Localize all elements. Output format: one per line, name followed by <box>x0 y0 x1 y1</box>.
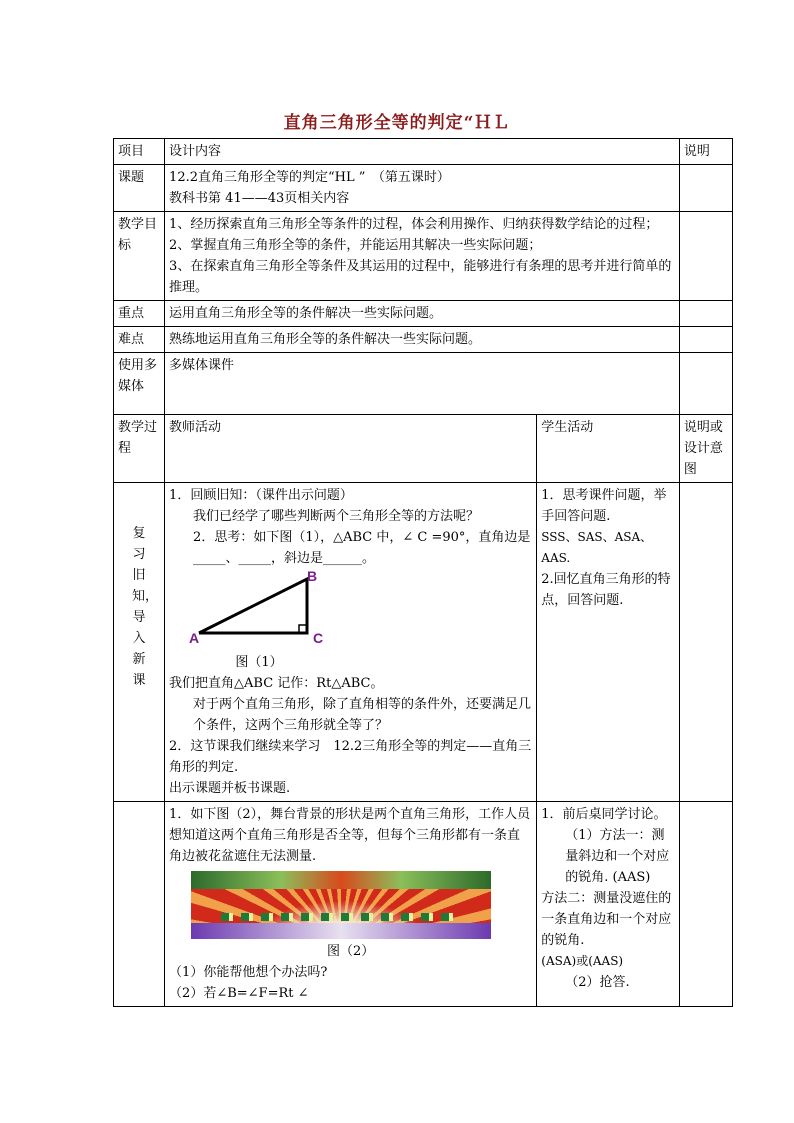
vertex-b-label: B <box>307 571 318 584</box>
new-student-p4: (ASA)或(AAS) <box>541 954 624 968</box>
teacher-activity-header: 教师活动 <box>165 415 537 483</box>
review-teacher-p2: 我们已经学了哪些判断两个三角形全等的方法呢？ <box>193 509 480 524</box>
header-content: 设计内容 <box>165 139 680 165</box>
topic-row <box>114 165 733 212</box>
new-teacher-p3: （2）若∠B=∠F=Rt ∠ <box>169 986 309 1001</box>
process-label: 教学过程 <box>114 415 165 483</box>
new-student-p3: 方法二：测量没遮住的一条直角边和一个对应的锐角. <box>541 891 672 948</box>
review-teacher-p5: 对于两个直角三角形，除了直角相等的条件外，还要满足几个条件，这两个三角形就全等了？ <box>193 697 532 733</box>
review-student-p3: 2.回忆直角三角形的特点，回答问题. <box>541 572 671 608</box>
new-student-p2: （1）方法一：测量斜边和一个对应的锐角. (AAS) <box>565 828 670 885</box>
review-teacher-p7: 出示课题并板书课题. <box>169 781 291 796</box>
student-activity-header: 学生活动 <box>537 415 680 483</box>
flower-pots <box>221 913 461 921</box>
lesson-plan-table <box>113 138 733 1007</box>
review-student-p1: 1．思考课件问题，举手回答问题. <box>541 488 667 524</box>
goals-label: 教学目标 <box>114 212 165 301</box>
new-student <box>537 802 680 1007</box>
vertex-c-label: C <box>313 630 324 645</box>
difficult-content: 熟练地运用直角三角形全等的条件解决一些实际问题。 <box>165 327 680 353</box>
goals-row <box>114 212 733 301</box>
header-item: 项目 <box>114 139 165 165</box>
difficult-label: 难点 <box>114 327 165 353</box>
review-teacher-p1: 1．回顾旧知：（课件出示问题） <box>169 488 353 503</box>
new-teacher-p2: （1）你能帮他想个办法吗? <box>169 965 328 980</box>
header-row <box>114 139 733 165</box>
review-label <box>114 483 165 802</box>
media-content: 多媒体课件 <box>165 353 680 415</box>
review-student-p2: SSS、SAS、ASA、AAS. <box>541 530 653 565</box>
review-teacher-p3: 2．思考：如下图（1），△ABC 中，∠ C =90°，直角边是_____、_____，斜边是______。 <box>193 530 531 566</box>
topic-label: 课题 <box>114 165 165 212</box>
review-teacher <box>165 483 537 802</box>
header-note: 说明 <box>679 139 732 165</box>
goal-item: 1、经历探索直角三角形全等条件的过程，体会利用操作、归纳获得数学结论的过程； <box>169 217 659 232</box>
key-label: 重点 <box>114 301 165 327</box>
triangle-figure <box>189 571 329 645</box>
new-student-p1: 1．前后桌同学讨论。 <box>541 807 667 822</box>
goal-item: 2、掌握直角三角形全等的条件，并能运用其解决一些实际问题； <box>169 238 542 253</box>
difficult-row <box>114 327 733 353</box>
process-header-row <box>114 415 733 483</box>
review-student <box>537 483 680 802</box>
figure2-caption: 图（2） <box>327 944 375 959</box>
triangle-shape <box>199 579 307 633</box>
review-label-text: 复习旧知，导入新课 <box>132 526 159 688</box>
review-teacher-p4: 我们把直角△ABC 记作：Rt△ABC。 <box>169 676 384 691</box>
goals-content <box>165 212 680 301</box>
figure1-caption: 图（1） <box>235 655 283 670</box>
new-teacher <box>165 802 537 1007</box>
new-student-p5: （2）抢答. <box>565 975 630 990</box>
review-teacher-p6: 2．这节课我们继续来学习 12.2三角形全等的判定——直角三角形的判定. <box>169 739 532 775</box>
media-row <box>114 353 733 415</box>
key-content: 运用直角三角形全等的条件解决一些实际问题。 <box>165 301 680 327</box>
stage-photo <box>191 871 491 939</box>
topic-content <box>165 165 680 212</box>
new-lesson-row <box>114 802 733 1007</box>
review-row <box>114 483 733 802</box>
goal-item: 3、在探索直角三角形全等条件及其运用的过程中，能够进行有条理的思考并进行简单的推理。 <box>169 259 672 295</box>
topic-line: 12.2直角三角形全等的判定“HL ” （第五课时） <box>169 170 450 185</box>
key-row <box>114 301 733 327</box>
media-label: 使用多媒体 <box>114 353 165 415</box>
design-note-header: 说明或设计意图 <box>679 415 732 483</box>
document-title: 直角三角形全等的判定“ＨＬ <box>283 113 511 133</box>
new-teacher-p1: 1．如下图（2），舞台背景的形状是两个直角三角形，工作人员想知道这两个直角三角形是否全等，但每个三角形都有一条直角边被花盆遮住无法测量. <box>169 807 531 864</box>
topic-line: 教科书第 41——43页相关内容 <box>169 191 350 206</box>
vertex-a-label: A <box>189 630 200 645</box>
